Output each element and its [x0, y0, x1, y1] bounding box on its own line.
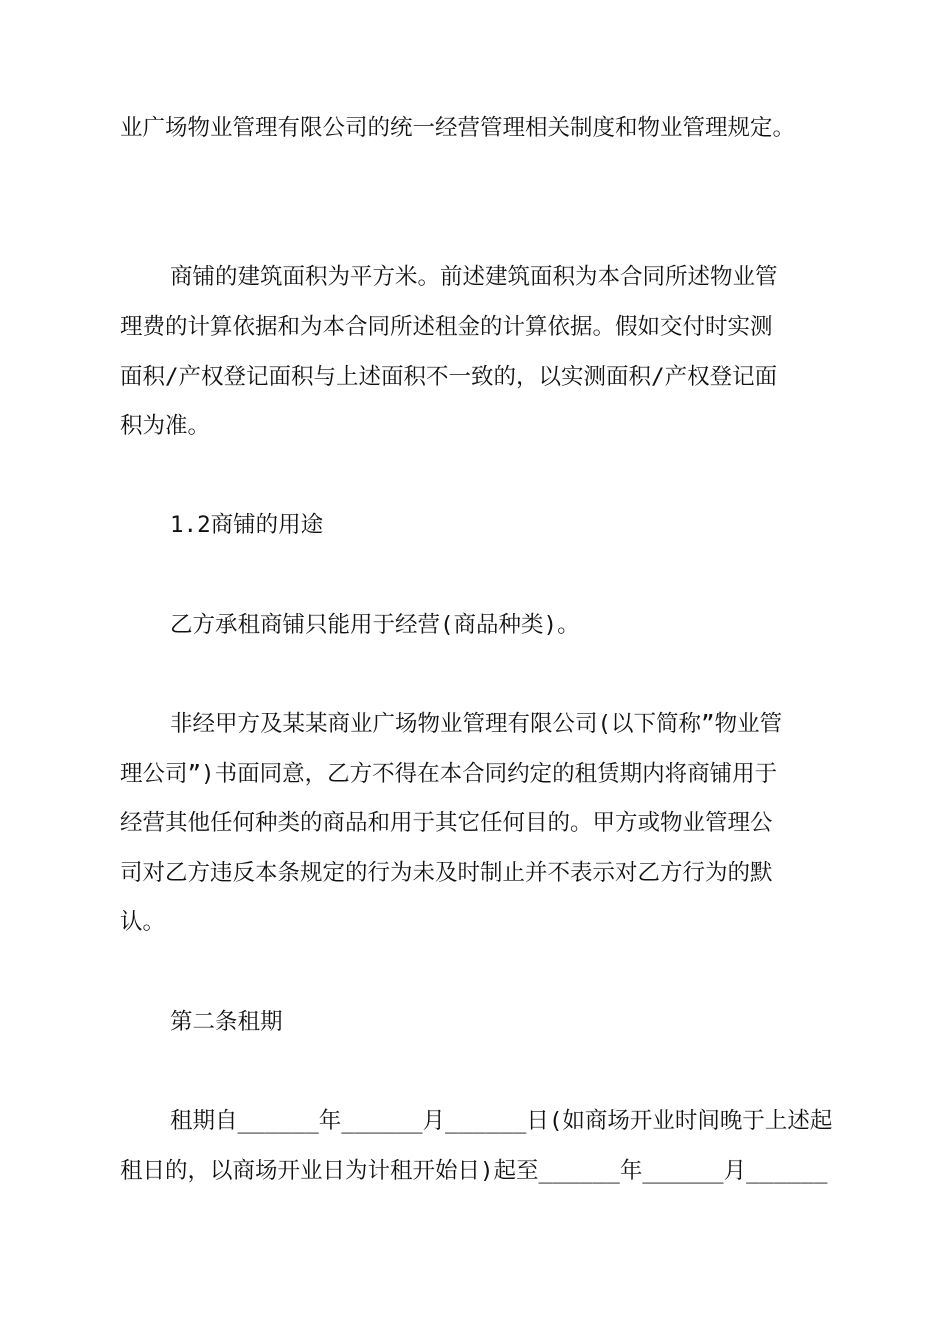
text-line: 商铺的建筑面积为平方米。前述建筑面积为本合同所述物业管: [170, 264, 778, 290]
text-line: 面积/产权登记面积与上述面积不一致的，以实测面积/产权登记面: [120, 364, 778, 390]
text-line: 认。: [120, 909, 166, 935]
text-line: 积为准。: [120, 413, 211, 439]
text-line: 租日的，以商场开业日为计租开始日)起至______年______月______: [120, 1158, 828, 1184]
text-line: 经营其他任何种类的商品和用于其它任何目的。甲方或物业管理公: [120, 810, 773, 836]
text-line: 业广场物业管理有限公司的统一经营管理相关制度和物业管理规定。: [120, 115, 796, 141]
section-heading: 1.2商铺的用途: [170, 512, 324, 538]
text-line: 租期自______年______月______日(如商场开业时间晚于上述起: [170, 1108, 833, 1134]
text-line: 乙方承租商铺只能用于经营(商品种类)。: [170, 612, 580, 638]
text-line: 非经甲方及某某商业广场物业管理有限公司(以下简称”物业管: [170, 711, 783, 737]
text-line: 司对乙方违反本条规定的行为未及时制止并不表示对乙方行为的默: [120, 860, 773, 886]
text-line: 理费的计算依据和为本合同所述租金的计算依据。假如交付时实测: [120, 314, 773, 340]
section-heading: 第二条租期: [170, 1009, 283, 1035]
text-line: 理公司”)书面同意，乙方不得在本合同约定的租赁期内将商铺用于: [120, 761, 778, 787]
